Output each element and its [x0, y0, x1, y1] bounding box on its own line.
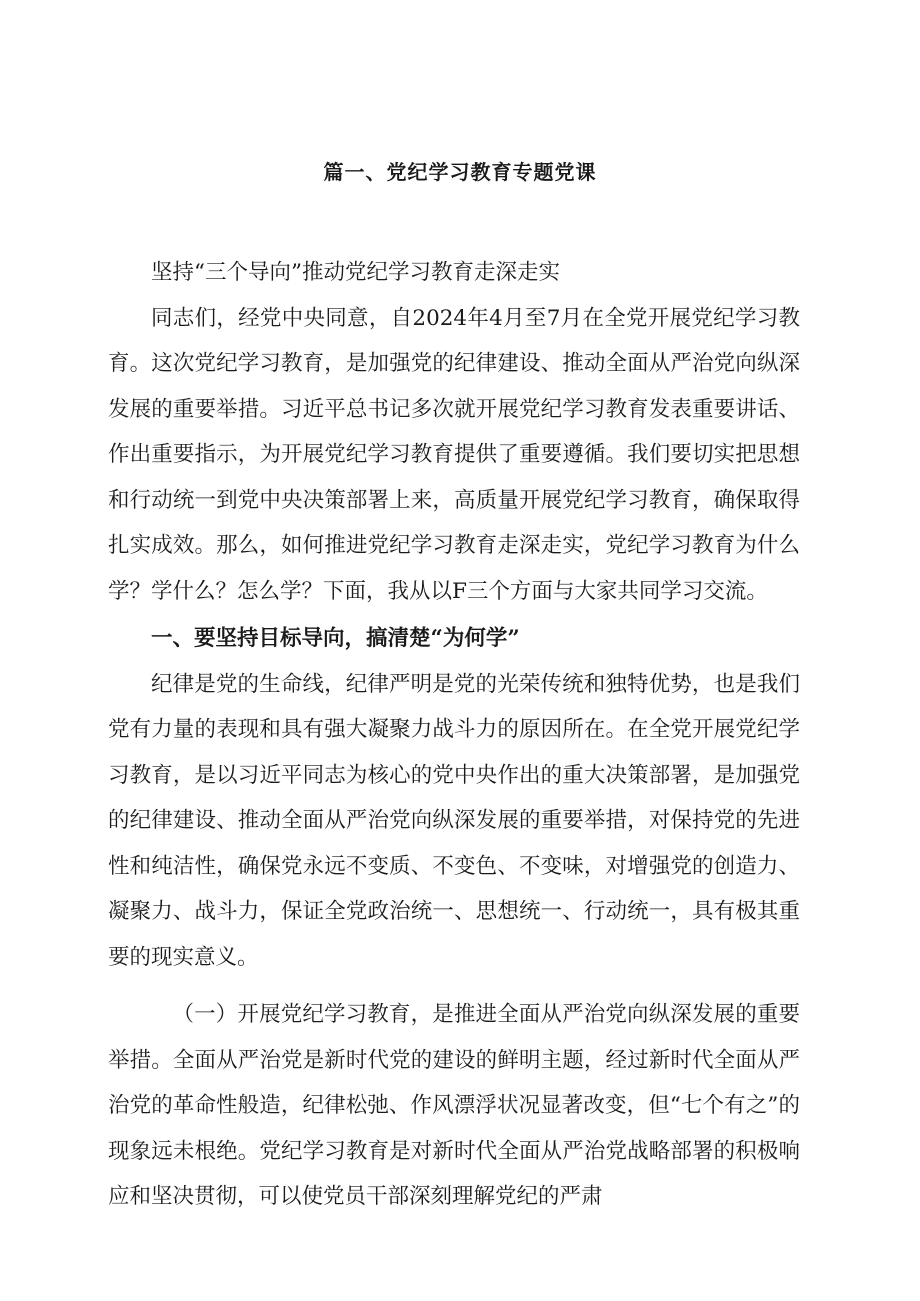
document-body [108, 250, 800, 1220]
intro-paragraph: 同志们，经党中央同意，自2024年4月至7月在全党开展党纪学习教育。这次党纪学习教育，是加强党的纪律建设、推动全面从严治党向纵深发展的重要举措。习近平总书记多次就开展党纪学习教育发表重要讲话、作出重要指示，为开展党纪学习教育提供了重要遵循。我们要切实把思想和行动统一到党中央决策部署上来，高质量开展党纪学习教育，确保取得扎实成效。那么，如何推进党纪学习教育走深走实，党纪学习教育为什么学？学什么？怎么学？下面，我从以F三个方面与大家共同学习交流。 [108, 305, 800, 604]
subsection-one-paragraph: （一）开展党纪学习教育，是推进全面从严治党向纵深发展的重要举措。全面从严治党是新时代党的建设的鲜明主题，经过新时代全面从严治党的革命性般造，纪律松弛、作风漂浮状况显著改变，但“七个有之”的现象远未根绝。党纪学习教育是对新时代全面从严治党战略部署的积极响应和坚决贯彻，可以使党员干部深刻理解党纪的严肃 [108, 1002, 800, 1209]
section-one-paragraph: 纪律是党的生命线，纪律严明是党的光荣传统和独特优势，也是我们党有力量的表现和具有强大凝聚力战斗力的原因所在。在全党开展党纪学习教育，是以习近平同志为核心的党中央作出的重大决策部署，是加强党的纪律建设、推动全面从严治党向纵深发展的重要举措，对保持党的先进性和纯洁性，确保党永远不变质、不变色、不变味，对增强党的创造力、凝聚力、战斗力，保证全党政治统一、思想统一、行动统一，具有极其重要的现实意义。 [108, 671, 800, 970]
document-subtitle: 坚持“三个导向”推动党纪学习教育走深走实 [151, 260, 560, 285]
document-title: 篇一、党纪学习教育专题党课 [323, 160, 597, 184]
section-one-heading: 一、要坚持目标导向，搞清楚“为何学” [151, 626, 520, 651]
